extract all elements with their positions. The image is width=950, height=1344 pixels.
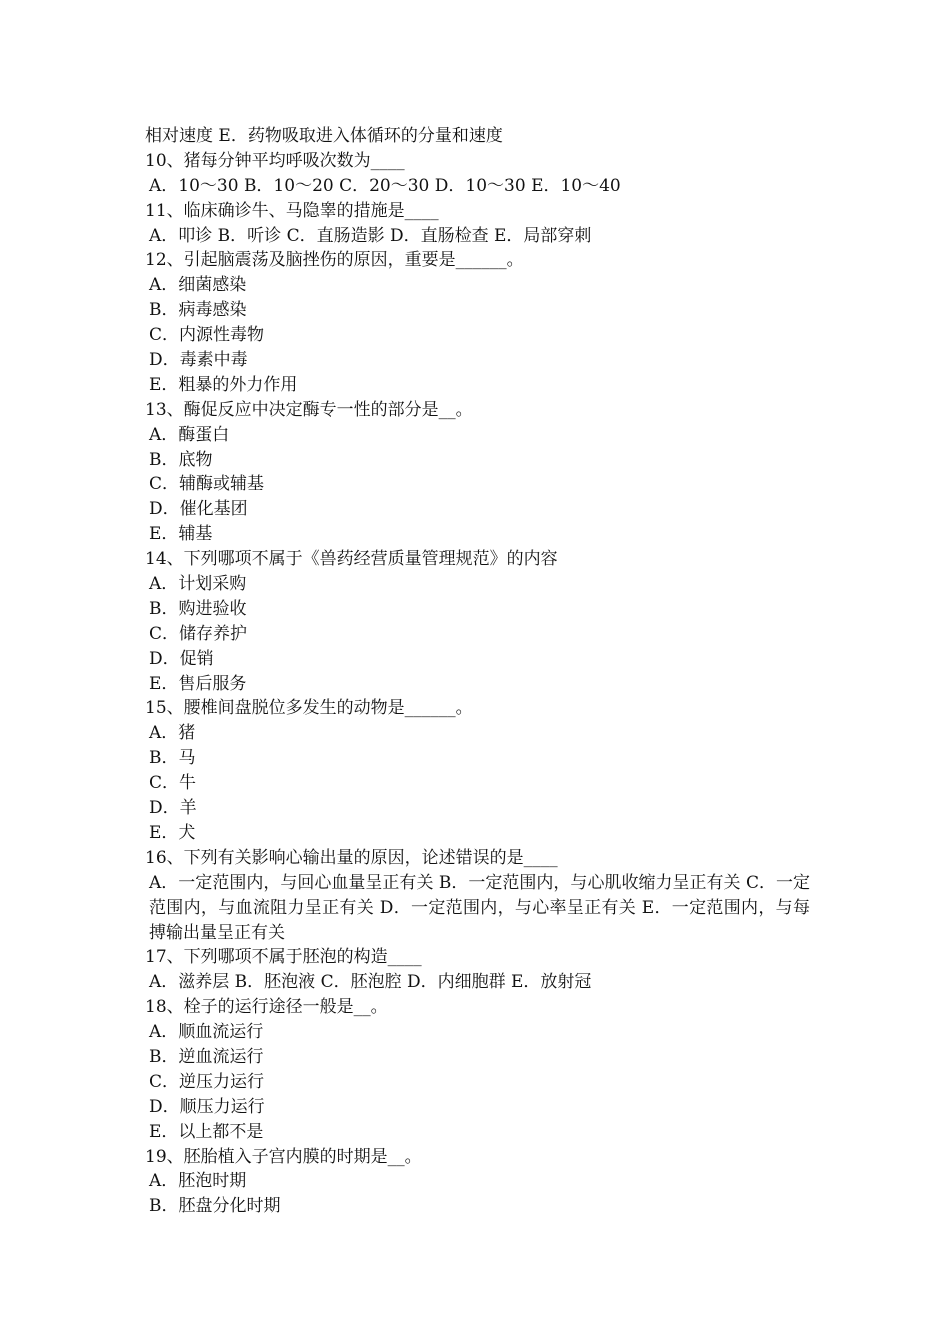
question-14: 14、下列哪项不属于《兽药经营质量管理规范》的内容 <box>145 549 558 570</box>
option-12-b: B．病毒感染 <box>149 300 247 321</box>
option-14-a: A．计划采购 <box>149 574 247 595</box>
option-13-e: E．辅基 <box>149 524 213 545</box>
options-16: A．一定范围内，与回心血量呈正有关 B．一定范围内，与心肌收缩力呈正有关 C．一定范围内，与血流阻力呈正有关 D．一定范围内，与心率呈正有关 E．一定范围内，与每搏输出量呈正有关 <box>149 872 810 943</box>
option-18-a: A．顺血流运行 <box>149 1022 264 1043</box>
question-12: 12、引起脑震荡及脑挫伤的原因，重要是______。 <box>145 250 524 271</box>
option-18-b: B．逆血流运行 <box>149 1047 264 1067</box>
option-12-d: D．毒素中毒 <box>149 350 248 371</box>
option-12-a: A．细菌感染 <box>149 275 247 296</box>
option-14-e: E．售后服务 <box>149 673 247 694</box>
question-19: 19、胚胎植入子宫内膜的时期是__。 <box>145 1146 422 1167</box>
option-15-b: B．马 <box>149 748 196 769</box>
option-12-c: C．内源性毒物 <box>149 325 265 346</box>
option-13-c: C．辅酶或辅基 <box>149 474 265 495</box>
question-11: 11、临床确诊牛、马隐睾的措施是____ <box>145 200 439 221</box>
option-12-e: E．粗暴的外力作用 <box>149 374 298 395</box>
options-10: A．10～30 B．10～20 C．20～30 D．10～30 E．10～40 <box>149 175 621 196</box>
option-14-b: B．购进验收 <box>149 598 247 619</box>
text-line: 相对速度 E．药物吸取进入体循环的分量和速度 <box>145 126 503 146</box>
option-15-a: A．猪 <box>149 723 196 744</box>
document-body <box>145 124 810 1219</box>
option-14-c: C．储存养护 <box>149 623 248 644</box>
option-15-c: C．牛 <box>149 773 197 794</box>
options-17: A．滋养层 B．胚泡液 C．胚泡腔 D．内细胞群 E．放射冠 <box>149 972 592 993</box>
question-10: 10、猪每分钟平均呼吸次数为____ <box>145 150 405 171</box>
option-15-d: D．羊 <box>149 798 197 819</box>
option-18-e: E．以上都不是 <box>149 1121 264 1142</box>
question-17: 17、下列哪项不属于胚泡的构造____ <box>145 947 422 968</box>
option-14-d: D．促销 <box>149 648 214 669</box>
option-18-c: C．逆压力运行 <box>149 1071 265 1092</box>
option-15-e: E．犬 <box>149 822 196 843</box>
option-13-d: D．催化基团 <box>149 499 248 520</box>
question-16: 16、下列有关影响心输出量的原因，论述错误的是____ <box>145 847 558 868</box>
options-11: A．叩诊 B．听诊 C．直肠造影 D．直肠检查 E．局部穿刺 <box>149 225 592 246</box>
question-18: 18、栓子的运行途径一般是__。 <box>145 997 388 1018</box>
option-19-a: A．胚泡时期 <box>149 1171 247 1192</box>
option-13-b: B．底物 <box>149 449 213 470</box>
question-15: 15、腰椎间盘脱位多发生的动物是______。 <box>145 698 473 719</box>
option-19-b: B．胚盘分化时期 <box>149 1196 281 1217</box>
option-13-a: A．酶蛋白 <box>149 424 230 445</box>
question-13: 13、酶促反应中决定酶专一性的部分是__。 <box>145 399 473 420</box>
option-18-d: D．顺压力运行 <box>149 1096 265 1117</box>
